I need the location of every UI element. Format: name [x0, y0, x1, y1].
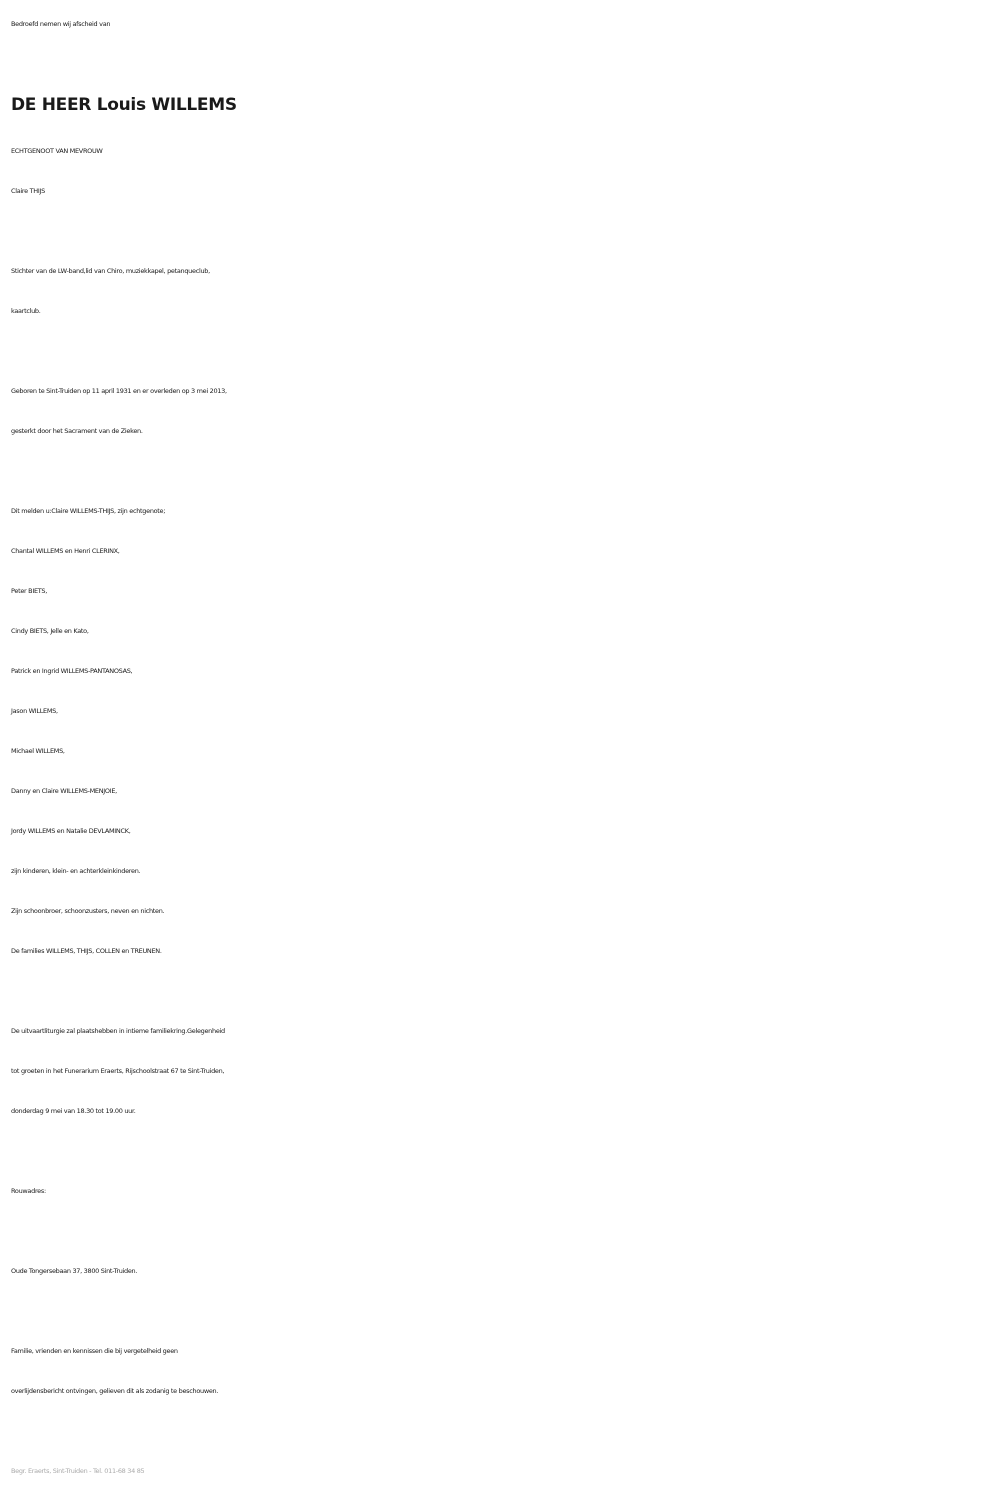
birth-death-line: gesterkt door het Sacrament van de Zieken.	[11, 427, 143, 435]
deceased-name: DE HEER Louis WILLEMS	[11, 95, 237, 115]
family-line: Chantal WILLEMS en Henri CLERINX,	[11, 547, 120, 555]
family-line: Danny en Claire WILLEMS-MENJOIE,	[11, 787, 117, 795]
family-line: Peter BIETS,	[11, 587, 48, 595]
spacer	[11, 451, 996, 491]
spacer	[11, 1131, 996, 1171]
spacer	[11, 971, 996, 1011]
family-line: Cindy BIETS, Jelle en Kato,	[11, 627, 89, 635]
undertaker-footer: Begr. Eraerts, Sint-Truiden - Tel. 011-68 34 85	[11, 1467, 145, 1475]
address-text: Oude Tongersebaan 37, 3800 Sint-Truiden.	[11, 1267, 138, 1275]
bio-line: Stichter van de LW-band,lid van Chiro, muziekkapel, petanqueclub,	[11, 267, 210, 275]
intro-text: Bedroefd nemen wij afscheid van	[11, 20, 111, 28]
obituary-notice	[11, 4, 996, 1491]
closing-line: overlijdensbericht ontvingen, gelieven dit als zodanig te beschouwen.	[11, 1387, 219, 1395]
spouse-line: ECHTGENOOT VAN MEVROUW	[11, 147, 103, 155]
family-line: Jordy WILLEMS en Natalie DEVLAMINCK,	[11, 827, 131, 835]
family-line: Jason WILLEMS,	[11, 707, 58, 715]
funeral-line: tot groeten in het Funerarium Eraerts, Rijschoolstraat 67 te Sint-Truiden,	[11, 1067, 225, 1075]
spacer	[11, 1291, 996, 1331]
spouse-name: Claire THIJS	[11, 187, 45, 195]
family-line: De families WILLEMS, THIJS, COLLEN en TREUNEN.	[11, 947, 162, 955]
family-line: zijn kinderen, klein- en achterkleinkinderen.	[11, 867, 141, 875]
bio-line: kaartclub.	[11, 307, 41, 315]
spacer	[11, 331, 996, 371]
funeral-line: donderdag 9 mei van 18.30 tot 19.00 uur.	[11, 1107, 136, 1115]
address-label: Rouwadres:	[11, 1187, 46, 1195]
spacer	[11, 1411, 996, 1451]
funeral-line: De uitvaartliturgie zal plaatshebben in intieme familiekring.Gelegenheid	[11, 1027, 225, 1035]
birth-death-line: Geboren te Sint-Truiden op 11 april 1931 en er overleden op 3 mei 2013,	[11, 387, 227, 395]
family-line: Zijn schoonbroer, schoonzusters, neven en nichten.	[11, 907, 165, 915]
spacer	[11, 211, 996, 251]
family-line: Patrick en Ingrid WILLEMS-PANTANOSAS,	[11, 667, 133, 675]
family-line: Dit melden u:Claire WILLEMS-THIJS, zijn echtgenote;	[11, 507, 166, 515]
spacer	[11, 1211, 996, 1251]
closing-line: Familie, vrienden en kennissen die bij vergetelheid geen	[11, 1347, 178, 1355]
family-line: Michael WILLEMS,	[11, 747, 65, 755]
